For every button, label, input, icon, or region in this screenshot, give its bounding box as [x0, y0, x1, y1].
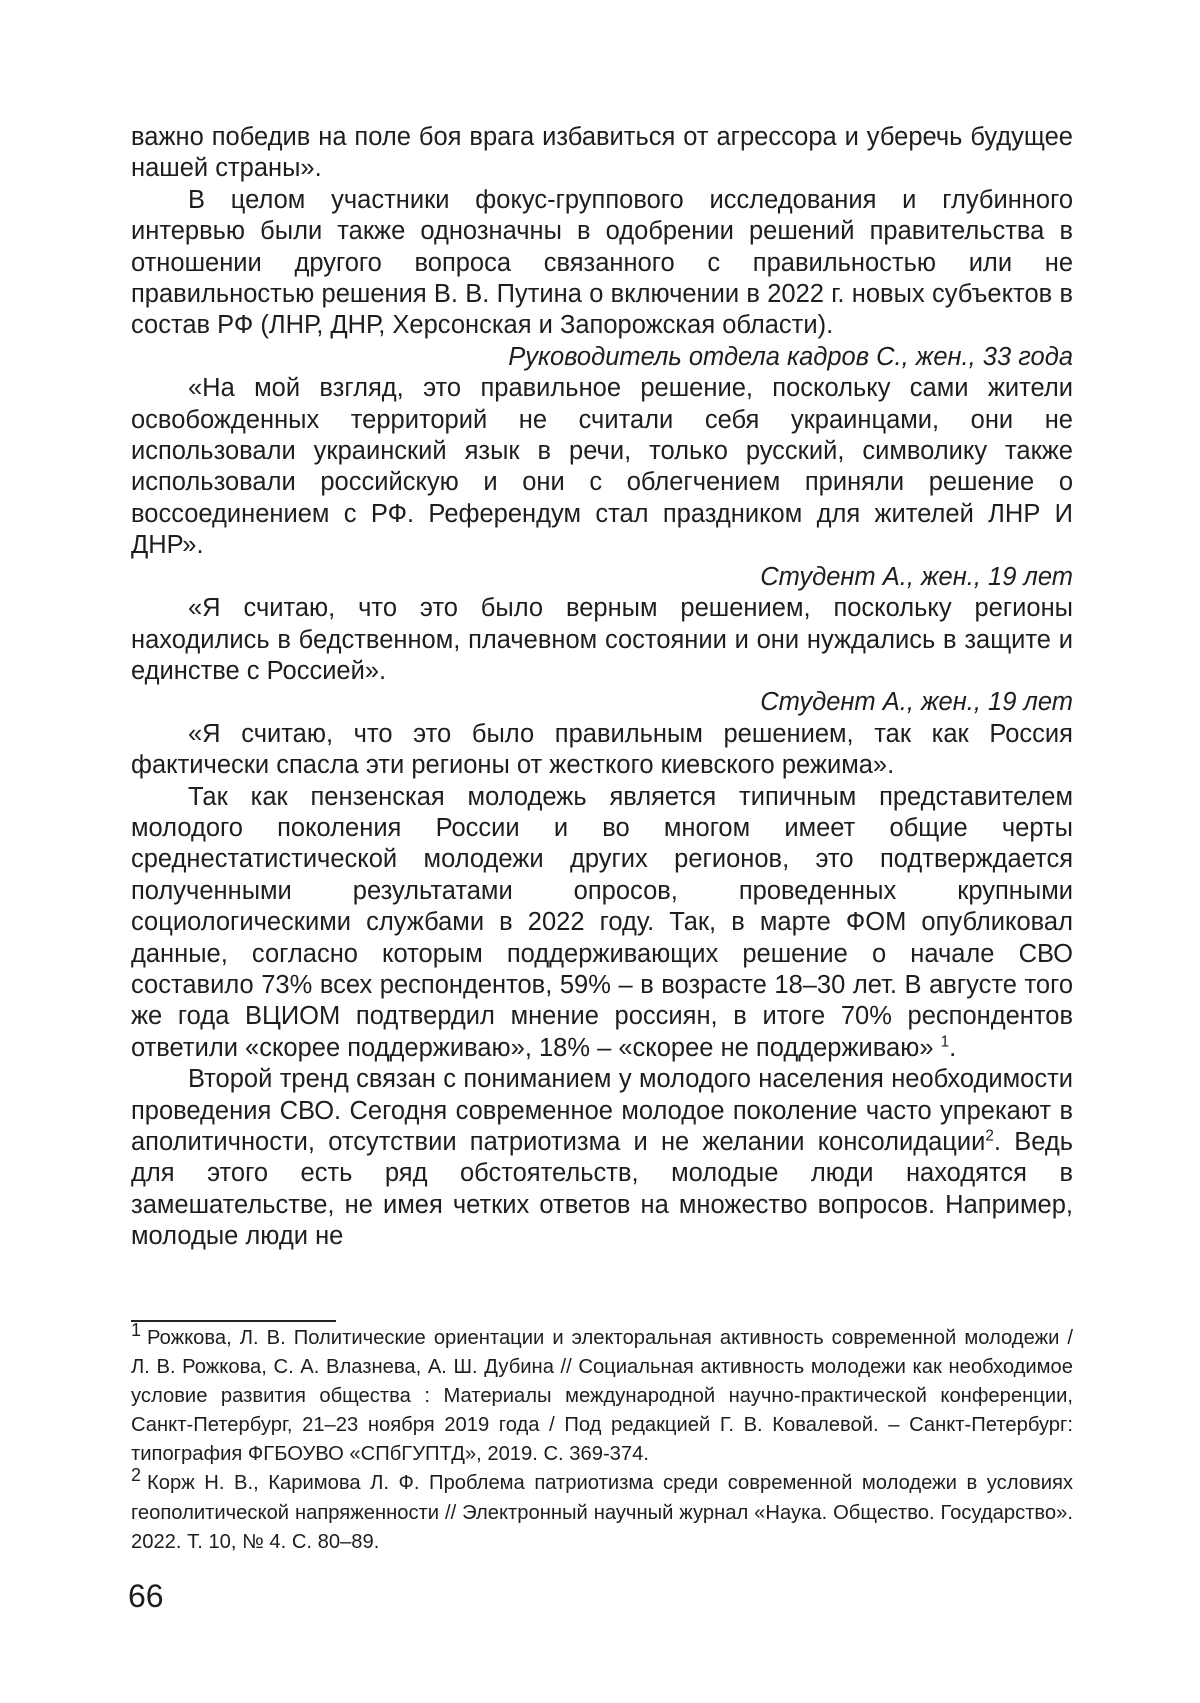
main-text	[131, 122, 1073, 1253]
paragraph-survey-text: Так как пензенская молодежь является типичным представителем молодого поколения России и во многом имеет общие черты среднестатистической молодежи других регионов, это подтверждается полученными результатами опросов, проведенных крупными социологическими службами в 2022 году. Так, в марте ФОМ опубликовал данные, согласно которым поддерживающих решение о начале СВО составило 73% всех респондентов, 59% – в возрасте 18–30 лет. В августе того же года ВЦИОМ подтвердил мнение россиян, в итоге 70% респондентов ответили «скорее поддерживаю», 18% – «скорее не поддерживаю»	[131, 783, 1073, 1062]
paragraph-continued: важно победив на поле боя врага избавиться от агрессора и уберечь будущее нашей страны».	[131, 122, 1073, 185]
paragraph-second-trend-cont: . Ведь для этого есть ряд обстоя­тельств, молодые люди находятся в замешательстве, не имея чет­ких ответов на множество вопросов. Например, молодые люди не	[131, 1128, 1073, 1250]
footnotes	[131, 1324, 1073, 1557]
paragraph-second-trend	[131, 1064, 1073, 1252]
footnote-text: Рожкова, Л. В. Политические ориентации и электоральная активность современной молодежи / Л. В. Рожкова, С. А. Влазнева, А. Ш. Дубина // Социальная активность молодежи как необходимое условие развития общества : Материалы международной научно-практической конференции, Санкт-Петербург, 21–23 ноября 2019 года / Под редакцией Г. В. Ковалевой. – Санкт-Петербург: типография ФГБОУВО «СПбГУПТД», 2019. С. 369-374.	[131, 1327, 1073, 1465]
footnote-separator	[131, 1320, 336, 1322]
quote-attribution-hr-head: Руководитель отдела кадров С., жен., 33 года	[131, 342, 1073, 373]
footnote-text: Корж Н. В., Каримова Л. Ф. Проблема патриотизма среди современной молодежи в условиях геополитической напряженности // Электронный научный журнал «Наука. Общество. Государство». 2022. Т. 10, № 4. С. 80–89.	[131, 1472, 1073, 1552]
quote-attribution-student-2: Студент А., жен., 19 лет	[131, 687, 1073, 718]
paragraph-survey-end: .	[949, 1034, 956, 1062]
footnote-ref-1[interactable]: 1	[941, 1033, 950, 1050]
footnote-number: 2	[131, 1465, 141, 1485]
footnote-1	[131, 1324, 1073, 1469]
quote-student-2: «Я считаю, что это было правильным решением, так как Россия фактически спасла эти регионы от жесткого киевского режима».	[131, 719, 1073, 782]
page-number: 66	[128, 1578, 164, 1614]
quote-attribution-student-1: Студент А., жен., 19 лет	[131, 562, 1073, 593]
paragraph-survey-results	[131, 782, 1073, 1065]
quote-hr-head: «На мой взгляд, это правильное решение, поскольку сами жители освобожденных территорий не считали себя украинцами, они не использовали украинский язык в речи, только русский, символику также использовали российскую и они с облегчением приняли решение о воссоединением с РФ. Референдум стал праздником для жителей ЛНР И ДНР».	[131, 373, 1073, 561]
footnote-ref-2[interactable]: 2	[985, 1128, 994, 1145]
footnote-2	[131, 1469, 1073, 1556]
paragraph-second-trend-text: Второй тренд связан с пониманием у молодого населения необходимости проведения СВО. Сегодня современное молодое поколение часто упрекают в аполитичности, отсутствии патриотизма и не желании консолидации	[131, 1065, 1073, 1156]
quote-student-1: «Я считаю, что это было верным решением, поскольку регионы находились в бедственном, плачевном состоянии и они нуждались в защите и единстве с Россией».	[131, 593, 1073, 687]
document-page	[0, 0, 1200, 1703]
paragraph-fokus-group: В целом участники фокус-группового исследования и глубинного интервью были также однозначны в одобрении решений правительства в отношении другого вопроса связанного с правильностью или не правильностью решения В. В. Путина о включении в 2022 г. новых субъектов в состав РФ (ЛНР, ДНР, Херсонская и Запорожская области).	[131, 185, 1073, 342]
footnote-number: 1	[131, 1320, 141, 1340]
